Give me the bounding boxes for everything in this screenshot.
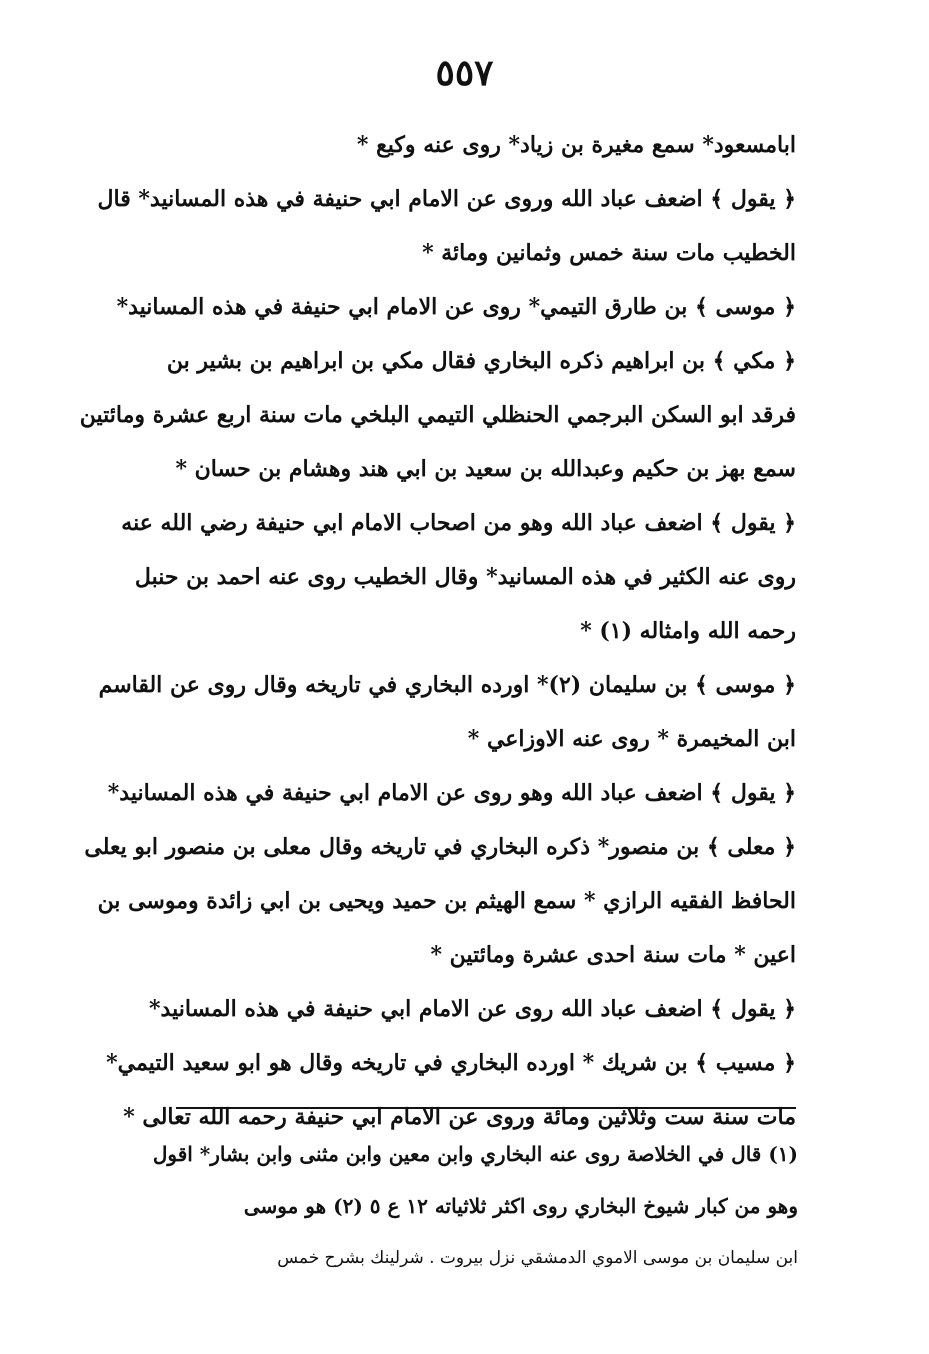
footnote-line: وهو من كبار شيوخ البخاري روى اكثر ثلاثياته ١٢ ع ٥ (٢) هو موسى xyxy=(243,1194,798,1218)
text-line: ﴿ يقول ﴾ اضعف عباد الله وروى عن الامام ابي حنيفة في هذه المسانيد* قال xyxy=(97,186,796,212)
footnote-line: ابن سليمان بن موسى الاموي الدمشقي نزل بيروت . شرلينك بشرح خمس xyxy=(277,1248,798,1268)
text-line: ﴿ مسيب ﴾ بن شريك * اورده البخاري في تاريخه وقال هو ابو سعيد التيمي* xyxy=(106,1050,796,1076)
footnote-separator xyxy=(176,1107,796,1109)
text-line: ﴿ معلى ﴾ بن منصور* ذكره البخاري في تاريخه وقال معلى بن منصور ابو يعلى xyxy=(84,834,796,860)
text-line: مات سنة ست وثلاثين ومائة وروى عن الامام ابي حنيفة رحمه الله تعالى * xyxy=(123,1104,796,1130)
footnotes xyxy=(150,1128,798,1284)
text-line: ﴿ يقول ﴾ اضعف عباد الله وهو روى عن الامام ابي حنيفة في هذه المسانيد* xyxy=(107,780,796,806)
text-line: ابامسعود* سمع مغيرة بن زياد* روى عنه وكيع * xyxy=(356,132,796,158)
main-text-body xyxy=(79,118,796,1144)
text-line: سمع بهز بن حكيم وعبدالله بن سعيد بن ابي هند وهشام بن حسان * xyxy=(175,456,796,482)
page-number: ٥٥٧ xyxy=(435,52,494,94)
text-line: ﴿ مكي ﴾ بن ابراهيم ذكره البخاري فقال مكي بن ابراهيم بن بشير بن xyxy=(166,348,796,374)
text-line: الخطيب مات سنة خمس وثمانين ومائة * xyxy=(422,240,796,266)
text-line: ﴿ يقول ﴾ اضعف عباد الله وهو من اصحاب الامام ابي حنيفة رضي الله عنه xyxy=(121,510,796,536)
text-line: ﴿ موسى ﴾ بن سليمان (٢)* اورده البخاري في تاريخه وقال روى عن القاسم xyxy=(98,672,796,698)
text-line: اعين * مات سنة احدى عشرة ومائتين * xyxy=(430,942,796,968)
text-line: ابن المخيمرة * روى عنه الاوزاعي * xyxy=(467,726,796,752)
text-line: رحمه الله وامثاله (١) * xyxy=(580,618,796,644)
text-line: فرقد ابو السكن البرجمي الحنظلي التيمي البلخي مات سنة اربع عشرة ومائتين xyxy=(79,402,796,428)
text-line: روى عنه الكثير في هذه المسانيد* وقال الخطيب روى عنه احمد بن حنبل xyxy=(134,564,796,590)
text-line: ﴿ موسى ﴾ بن طارق التيمي* روى عن الامام ابي حنيفة في هذه المسانيد* xyxy=(116,294,796,320)
footnote-line: (١) قال في الخلاصة روى عنه البخاري وابن معين وابن مثنى وابن بشار* اقول xyxy=(152,1142,798,1166)
text-line: الحافظ الفقيه الرازي * سمع الهيثم بن حميد ويحيى بن ابي زائدة وموسى بن xyxy=(97,888,796,914)
text-line: ﴿ يقول ﴾ اضعف عباد الله روى عن الامام ابي حنيفة في هذه المسانيد* xyxy=(149,996,796,1022)
